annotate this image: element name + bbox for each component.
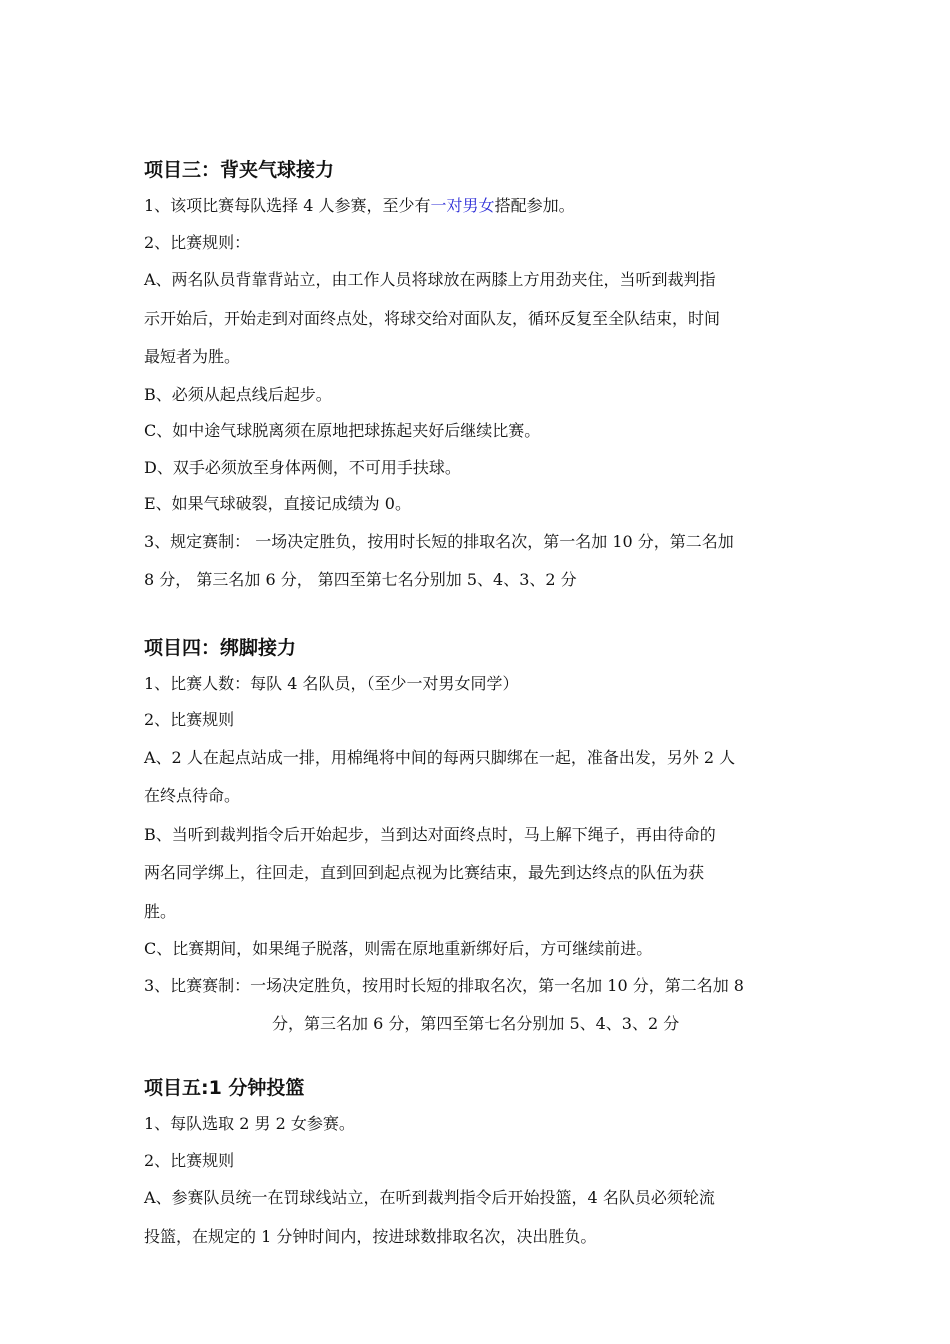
- section-heading: 项目三：背夹气球接力: [144, 159, 335, 181]
- rule-text: 1、该项比赛每队选择 4 人参赛，至少有: [144, 196, 431, 215]
- rule-line: 最短者为胜。: [144, 347, 241, 366]
- rule-line: 在终点待命。: [144, 786, 241, 805]
- scoring-rule: 3、比赛赛制：一场决定胜负，按用时长短的排取名次，第一名加 10 分，第二名加 8: [144, 975, 744, 995]
- section-heading: 项目四：绑脚接力: [144, 636, 297, 659]
- section-project-five: [144, 1070, 814, 1256]
- rule-c: C、比赛期间，如果绳子脱落，则需在原地重新绑好后，方可继续前进。: [144, 939, 653, 958]
- rule-participants: [144, 188, 814, 225]
- rule-line: 投篮，在规定的 1 分钟时间内，按进球数排取名次，决出胜负。: [144, 1226, 597, 1246]
- section-spacer: [144, 1044, 814, 1070]
- rule-line: A、两名队员背靠背站立，由工作人员将球放在两膝上方用劲夹住，当听到裁判指: [144, 270, 716, 289]
- rule-b: [144, 816, 814, 932]
- rule-a: [144, 261, 814, 377]
- rule-line: 示开始后，开始走到对面终点处，将球交给对面队友，循环反复至全队结束，时间: [144, 308, 721, 328]
- section-spacer: [144, 600, 814, 630]
- rule-line: 8 分， 第三名加 6 分， 第四至第七名分别加 5、4、3、2 分: [144, 570, 577, 589]
- rules-subheading: 2、比赛规则: [144, 710, 235, 729]
- section-project-three: [144, 152, 814, 600]
- rule-line: 胜。: [144, 901, 177, 921]
- rule-line: A、参赛队员统一在罚球线站立，在听到裁判指令后开始投篮，4 名队员必须轮流: [144, 1188, 715, 1207]
- rule-a: [144, 1179, 814, 1256]
- section-project-four: [144, 630, 814, 1045]
- rule-c: C、如中途气球脱离须在原地把球拣起夹好后继续比赛。: [144, 421, 541, 440]
- rule-a: [144, 739, 814, 816]
- highlighted-text: 一对男女: [430, 196, 495, 215]
- scoring-rule-continuation: 分，第三名加 6 分，第四至第七名分别加 5、4、3、2 分: [272, 1014, 680, 1033]
- rule-line: A、2 人在起点站成一排，用棉绳将中间的每两只脚绑在一起，准备出发，另外 2 人: [144, 747, 736, 767]
- rules-subheading: 2、比赛规则: [144, 1150, 235, 1170]
- scoring-rule: [144, 523, 814, 600]
- section-heading: 项目五:1 分钟投篮: [144, 1077, 305, 1099]
- rule-line: B、当听到裁判指令后开始起步，当到达对面终点时，马上解下绳子，再由待命的: [144, 824, 716, 844]
- document-content: [144, 152, 814, 1256]
- rule-d: D、双手必须放至身体两侧，不可用手扶球。: [144, 457, 461, 477]
- rule-participants: 1、每队选取 2 男 2 女参赛。: [144, 1114, 355, 1133]
- rule-e: E、如果气球破裂，直接记成绩为 0。: [144, 494, 411, 513]
- rules-subheading: 2、比赛规则：: [144, 232, 251, 252]
- rule-b: B、必须从起点线后起步。: [144, 384, 332, 404]
- rule-line: 3、规定赛制： 一场决定胜负，按用时长短的排取名次，第一名加 10 分，第二名加: [144, 531, 734, 551]
- rule-text: 搭配参加。: [494, 196, 575, 215]
- rule-line: 两名同学绑上，往回走，直到回到起点视为比赛结束，最先到达终点的队伍为获: [144, 863, 705, 882]
- rule-participants: 1、比赛人数：每队 4 名队员，（至少一对男女同学）: [144, 673, 519, 693]
